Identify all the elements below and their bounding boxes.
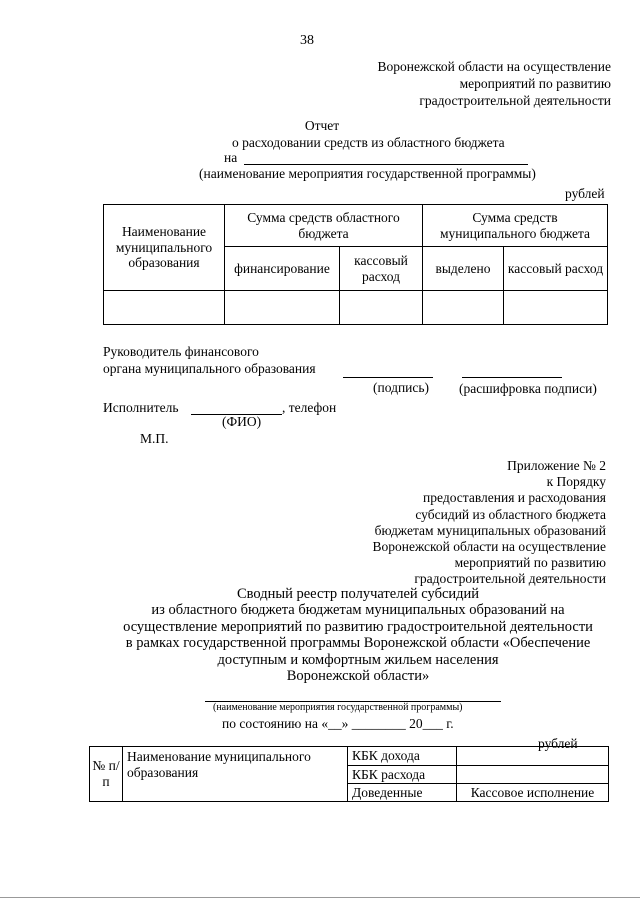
phone-label: , телефон <box>282 400 337 415</box>
sub-cash-expense-header: кассовый расход <box>340 247 423 291</box>
report-on-label: на <box>224 150 238 165</box>
appendix-header <box>373 458 607 588</box>
sub-cash-expense-header-2: кассовый расход <box>504 247 608 291</box>
kbk-income-value <box>457 747 609 766</box>
header-top-line: градостроительной деятельности <box>419 93 611 108</box>
table-cell <box>340 291 423 325</box>
sub-allocated-header: выделено <box>423 247 504 291</box>
appendix-line: субсидий из областного бюджета <box>415 506 606 522</box>
col-municipality-header: Наименование муниципального образования <box>104 205 225 291</box>
event-name-line <box>244 164 528 165</box>
executor-label: Исполнитель <box>103 400 179 415</box>
kbk-expense-header: КБК расхода <box>348 766 457 784</box>
head-line-1: Руководитель финансового <box>103 344 259 359</box>
registry-title-line: Сводный реестр получателей субсидий <box>236 586 480 602</box>
report-caption: (наименование мероприятия государственной программы) <box>199 166 536 181</box>
kbk-income-header: КБК дохода <box>348 747 457 766</box>
signature-caption: (подпись) <box>373 380 430 395</box>
fio-caption: (ФИО) <box>222 414 262 429</box>
registry-title-line: доступным и комфортным жильем населения <box>217 651 499 668</box>
head-line-2: органа муниципального образования <box>103 361 316 376</box>
registry-currency: рублей <box>538 736 578 751</box>
appendix-line: бюджетам муниципальных образований <box>374 522 606 538</box>
kbk-expense-value <box>457 766 609 784</box>
signature-line <box>343 377 433 378</box>
registry-title-line: Воронежской области» <box>286 668 430 685</box>
report-title: Отчет <box>304 118 340 133</box>
report-subtitle: о расходовании средств из областного бюджета <box>232 135 505 150</box>
registry-caption: (наименование мероприятия государственной программы) <box>213 702 463 713</box>
header-top-line: Воронежской области на осуществление <box>377 59 611 74</box>
decryption-line <box>462 377 562 378</box>
col-municipality-header: Наименование муниципального образования <box>123 747 348 802</box>
appendix-line: мероприятий по развитию <box>454 555 606 571</box>
appendix-line: предоставления и расходования <box>423 490 606 506</box>
report-currency: рублей <box>565 186 605 201</box>
page-edge <box>0 897 640 898</box>
table-cell <box>423 291 504 325</box>
header-top <box>378 58 612 109</box>
registry-title-line: из областного бюджета бюджетам муниципальных образований на <box>151 602 565 619</box>
appendix-line: Воронежской области на осуществление <box>372 539 606 555</box>
appendix-line: градостроительной деятельности <box>414 571 606 587</box>
group-municipal-budget-header: Сумма средств муниципального бюджета <box>423 205 608 247</box>
sub-financing-header: финансирование <box>225 247 340 291</box>
table-cell <box>504 291 608 325</box>
cash-execution-header: Кассовое исполнение <box>457 784 609 802</box>
registry-table <box>89 746 609 802</box>
page-number: 38 <box>300 33 314 48</box>
group-regional-budget-header: Сумма средств областного бюджета <box>225 205 423 247</box>
table-cell <box>225 291 340 325</box>
registry-title <box>103 586 613 684</box>
table-cell <box>104 291 225 325</box>
registry-as-of: по состоянию на «__» ________ 20___ г. <box>222 716 454 731</box>
decryption-caption: (расшифровка подписи) <box>459 381 597 396</box>
brought-header: Доведенные <box>348 784 457 802</box>
col-number-header: № п/п <box>90 747 123 802</box>
header-top-line: мероприятий по развитию <box>459 76 611 91</box>
appendix-line: Приложение № 2 <box>507 458 606 473</box>
appendix-line: к Порядку <box>546 474 606 490</box>
registry-title-line: осуществление мероприятий по развитию градостроительной деятельности <box>123 618 593 635</box>
seal-label: М.П. <box>140 431 169 446</box>
report-table <box>103 204 608 325</box>
registry-title-line: в рамках государственной программы Воронежской области «Обеспечение <box>125 635 591 652</box>
